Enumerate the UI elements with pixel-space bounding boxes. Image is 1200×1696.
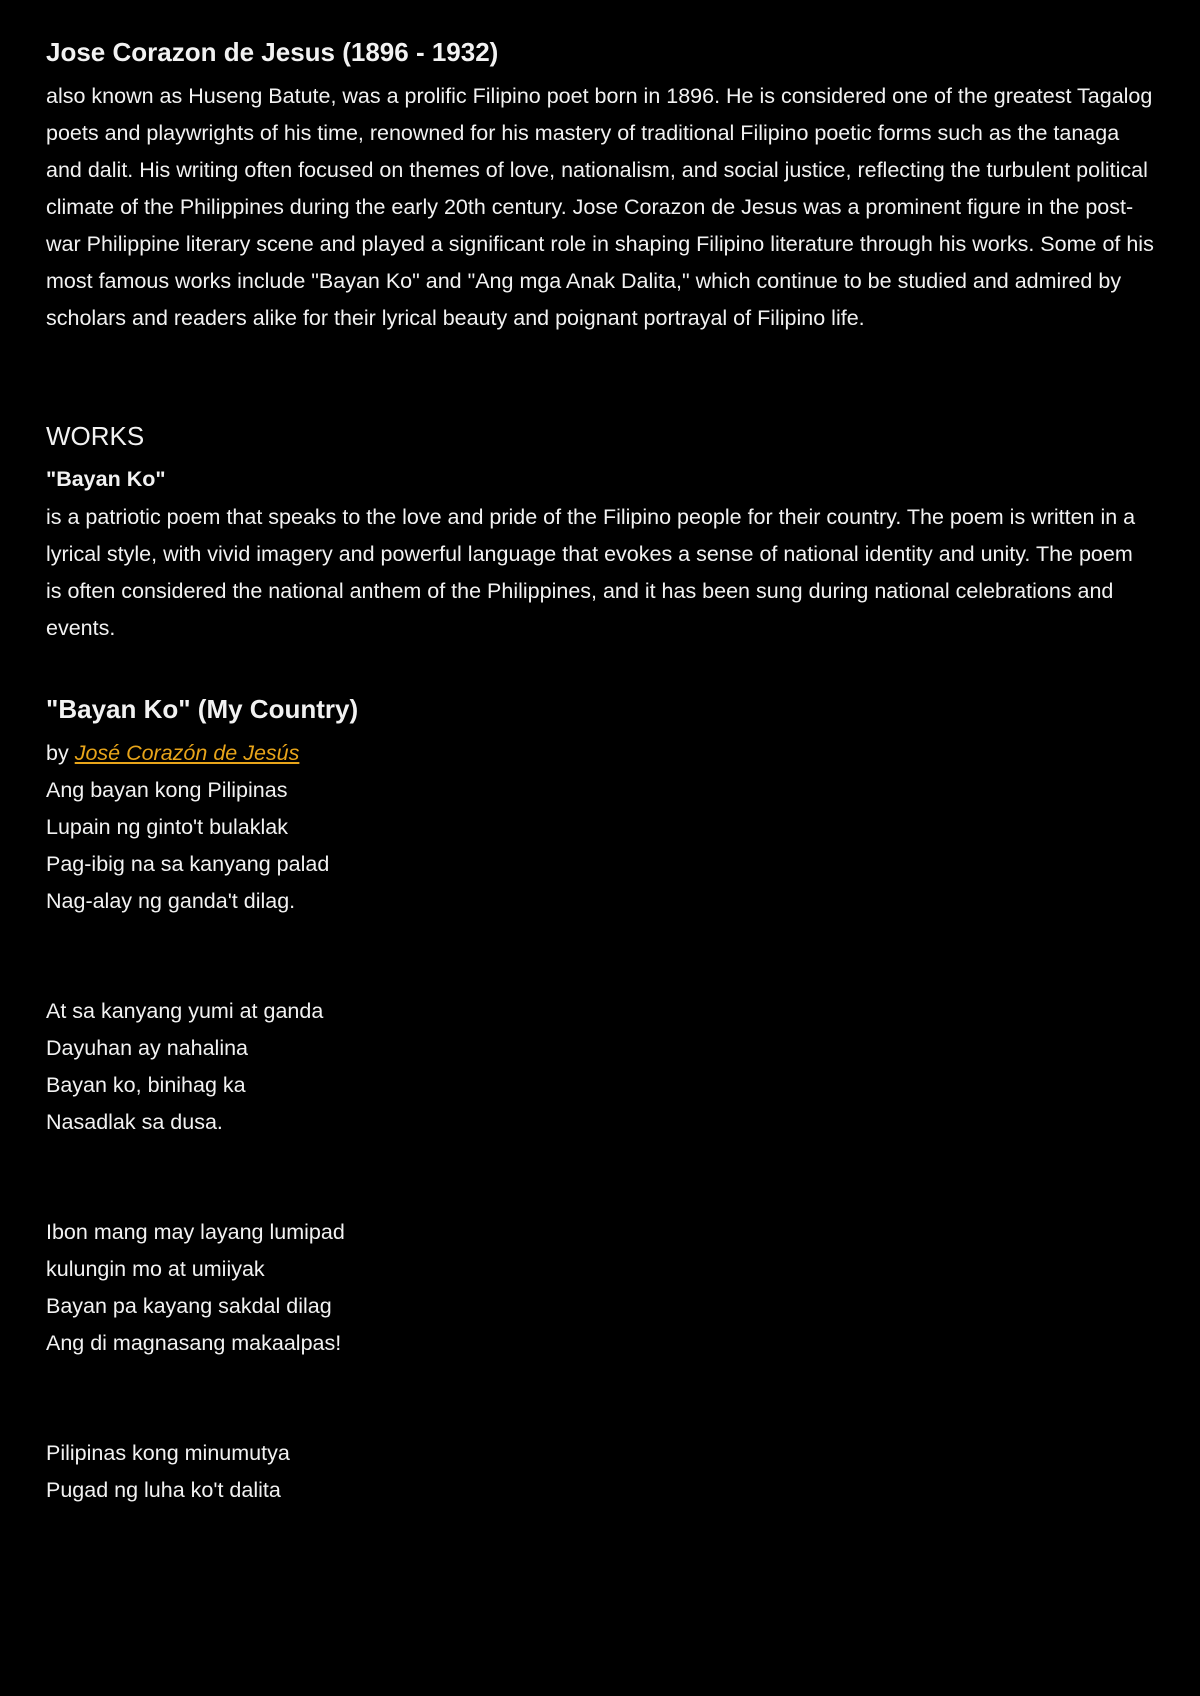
poem-line: Pilipinas kong minumutya [46, 1441, 290, 1465]
poem-line: Ibon mang may layang lumipad [46, 1220, 345, 1244]
poem-line: At sa kanyang yumi at ganda [46, 999, 324, 1023]
poem-line: Pugad ng luha ko't dalita [46, 1478, 281, 1502]
poem-line: Pag-ibig na sa kanyang palad [46, 852, 330, 876]
poem-stanza [46, 993, 1154, 1141]
poem-line: Dayuhan ay nahalina [46, 1036, 249, 1060]
poem-line: Ang di magnasang makaalpas! [46, 1331, 342, 1355]
poem-line: Nag-alay ng ganda't dilag. [46, 889, 296, 913]
poem-line: Nasadlak sa dusa. [46, 1110, 223, 1134]
poem-byline [46, 735, 1154, 772]
poem-line: Ang bayan kong Pilipinas [46, 778, 288, 802]
works-heading: WORKS [46, 421, 145, 451]
poem-stanza [46, 772, 1154, 920]
author-link[interactable]: José Corazón de Jesús [74, 741, 300, 765]
poem-stanza [46, 1214, 1154, 1362]
bio-paragraph: also known as Huseng Batute, was a prolific Filipino poet born in 1896. He is considered one of the greatest Tagalog poets and playwrights of his time, renowned for his mastery of traditional Filipino poetic forms such as the tanaga and dalit. His writing often focused on themes of love, nationalism, and social justice, reflecting the turbulent political climate of the Philippines during the early 20th century. Jose Corazon de Jesus was a prominent figure in the post-war Philippine literary scene and played a significant role in shaping Filipino literature through his works. Some of his most famous works include "Bayan Ko" and "Ang mga Anak Dalita," which continue to be studied and admired by scholars and readers alike for their lyrical beauty and poignant portrayal of Filipino life. [46, 84, 1154, 330]
poem-line: Bayan pa kayang sakdal dilag [46, 1294, 332, 1318]
poem-title: "Bayan Ko" (My Country) [46, 694, 359, 724]
work-title: "Bayan Ko" [46, 467, 166, 491]
poem-line: kulungin mo at umiiyak [46, 1257, 265, 1281]
byline-prefix: by [46, 741, 75, 765]
poem-body [46, 772, 1154, 1509]
poem-line: Bayan ko, binihag ka [46, 1073, 246, 1097]
bio-title: Jose Corazon de Jesus (1896 - 1932) [46, 37, 499, 67]
poem-stanza [46, 1435, 1154, 1509]
poem-line: Lupain ng ginto't bulaklak [46, 815, 288, 839]
work-description: is a patriotic poem that speaks to the love and pride of the Filipino people for their country. The poem is written in a lyrical style, with vivid imagery and powerful language that evokes a sense of national identity and unity. The poem is often considered the national anthem of the Philippines, and it has been sung during national celebrations and events. [46, 505, 1136, 640]
